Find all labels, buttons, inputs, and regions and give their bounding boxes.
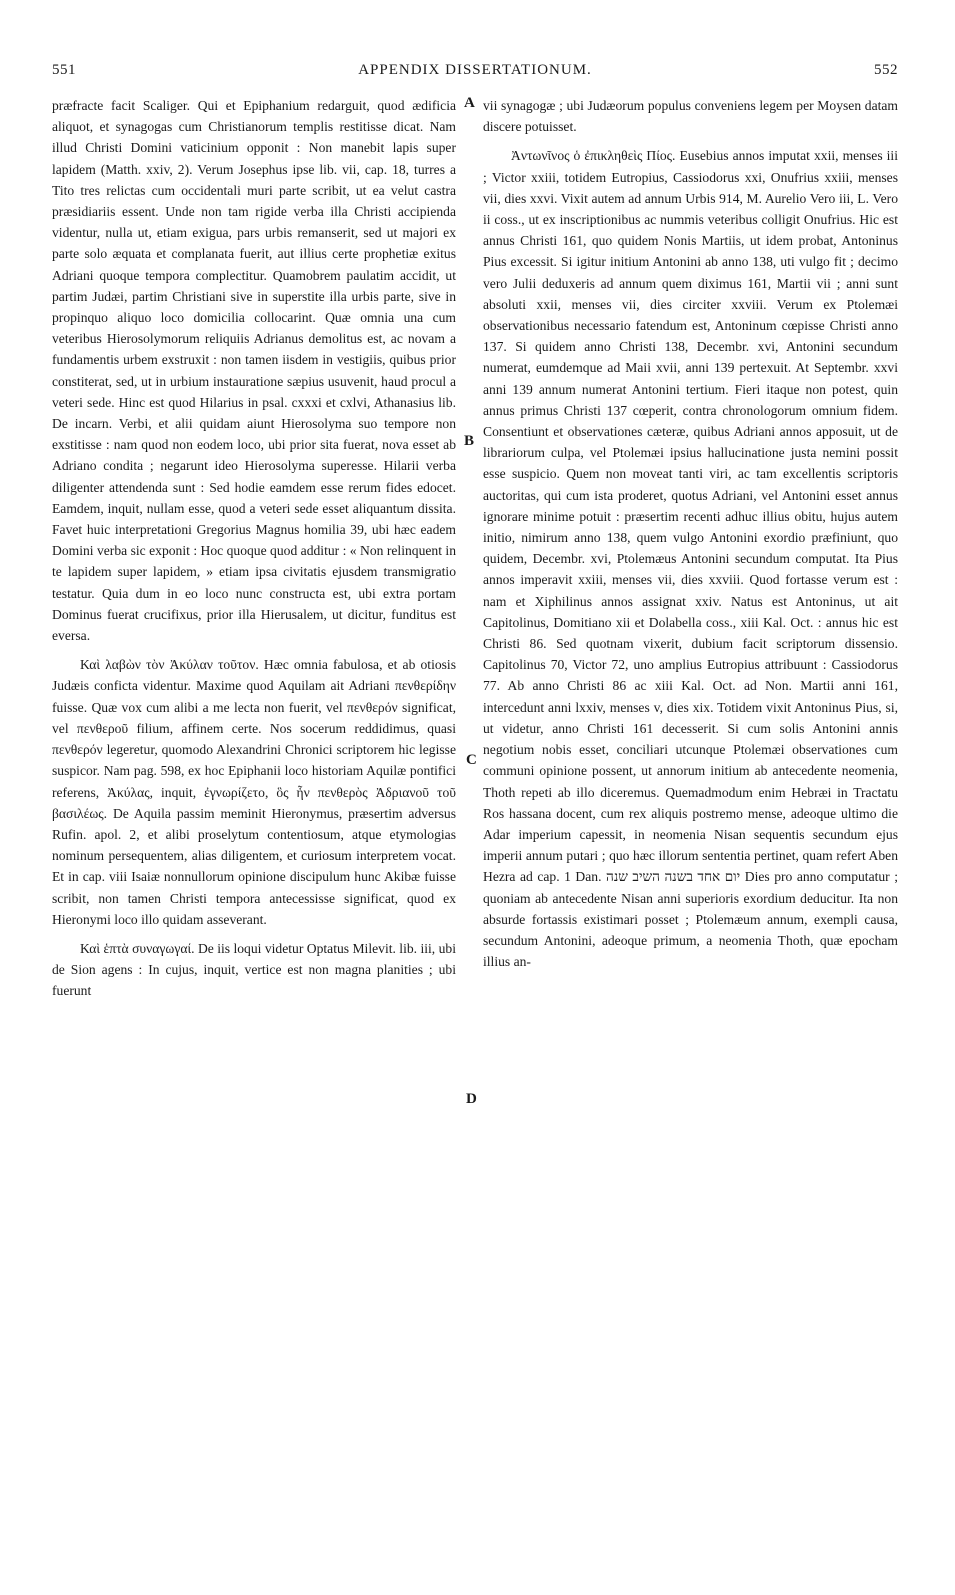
right-paragraph-1: vii synagogæ ; ubi Judæorum populus conveniens legem per Moysen datam discere potuisset. [483, 98, 898, 135]
margin-letter-c: C [466, 752, 477, 768]
running-header [52, 62, 898, 82]
page-number-right: 552 [874, 62, 898, 78]
margin-letter-d: D [466, 1091, 477, 1107]
margin-letter-a: A [464, 95, 475, 111]
left-paragraph-3: Καὶ ἑπτὰ συναγωγαί. De iis loqui videtur Optatus Milevit. lib. iii, ubi de Sion agens : In cujus, inquit, vertice est non magna planities ; ubi fuerunt [52, 940, 456, 999]
left-column [52, 95, 456, 1002]
left-paragraph-1: præfracte facit Scaliger. Qui et Epiphanium redarguit, quod ædificia aliquot, et synagogas cum Christianorum templis restitisse dicat. Nam illud Christi Domini vaticinium opponit : Non manebit lapis super lapidem (Matth. xxiv, 2). Verum Josephus ipse lib. vii, cap. 18, turres a Tito tres relictas cum occidentali muri parte scribit, ut ea velut castra præsidiariis essent. Unde non tam rigide verba illa Christi accipienda videntur, nulla ut, etiam exigua, pars urbis remanserit, sed ut majori ex parte solo æquata et complanata fuerit, aut illius certe prophetiæ exitus Adriani quoque tempora complectitur. Quamobrem paulatim accidit, ut partim Judæi, partim Christiani sive in superstite illa urbis parte, sive in propinquo aliquo loco domicilia collocarint. Quæ omnia una cum veteribus Hierosolymorum reliquiis Adrianus demolitus est, ac novam a fundamentis urbem exstruxit : non tamen iisdem in vestigiis, quibus prior constiterat, sed, ut in urbium instauratione sæpius usuvenit, haud procul a veteri sede. Hinc est quod Hilarius in psal. cxxxi et cxlvi, Athanasius lib. De incarn. Verbi, et alii quidam aiunt Hierosolyma suo tempore non exstitisse : nam quod non eodem loco, ubi prior sita fuerat, nova esset ab Adriano condita ; negarunt ideo Hierosolyma superesse. Hilarii verba diligenter attendenda sunt : Sed hodie eamdem esse rerum fides edocet. Eamdem, inquit, nullam esse, quod a veteri sede esset aliquantum dissita. Favet huic interpretationi Gregorius Magnus homilia 39, ubi hæc eadem Domini verba sic exponit : Hoc quoque quod additur : « Non relinquent in te lapidem super lapidem, » etiam ipsa civitatis ejusdem transmigratio testatur. Quia dum in eo loco nunc constructa est, ubi extra portam Dominus fuerat crucifixus, prior illa Hierusalem, ut dicitur, funditus est eversa. [52, 98, 456, 644]
right-column [483, 95, 898, 972]
left-paragraph-2: Καὶ λαβὼν τὸν Ἀκύλαν τοῦτον. Hæc omnia fabulosa, et ab otiosis Judæis conficta videntur. Maxime quod Aquilam ait Adriani πενθερίδην fuisse. Quæ vox cum alibi a me lecta non fuerit, vel πενθερόν significat, vel πενθεροῦ filium, affinem certe. Nos socerum reddidimus, quasi πενθερόν legeretur, quomodo Alexandrini Chronici scriptorem hic legisse suspicor. Nam pag. 598, ex hoc Epiphanii loco historiam Aquilæ pontifici referens, Ἀκύλας, inquit, ἐγνωρίζετο, ὃς ἦν πενθερὸς Ἀδριανοῦ τοῦ βασιλέως. De Aquila passim meminit Hieronymus, præsertim adversus Rufin. apol. 2, et alibi proselytum contentiosum, atque etymologias nominum persequentem, alias diligentem, et curiosum interpretem vocat. Et in cap. viii Isaiæ nonnullorum opinione discipulum hunc Akibæ fuisse scribit, non tamen Christi tempora antecessisse significat, quod ex Hieronymi loco illo quidam asseverant. [52, 657, 456, 927]
running-title: APPENDIX DISSERTATIONUM. [358, 62, 592, 78]
page-number-left: 551 [52, 62, 76, 78]
right-paragraph-2: Ἀντωνῖνος ὁ ἐπικληθεὶς Πίος. Eusebius annos imputat xxii, menses iii ; Victor xxiii, totidem Eutropius, Cassiodorus xxi, Onufrius xxiii, menses vii, dies xxvi. Vixit autem ad annum Urbis 914, M. Aurelio Vero iii, L. Vero ii coss., ut ex inscriptionibus ac nummis veteribus colligit Onufrius. Hic est annus Christi 161, quo quidem Nonis Martiis, ut idem probat, Antoninus Pius excessit. Si igitur initium Antonini ab anno 138, uti vulgo fit ; decimo vero Julii deduxeris ad annum quem diximus 161, Martii vii ; anni sunt absoluti xxii, menses vii, dies circiter xxviii. Verum ex Ptolemæi observationibus necessario fatendum est, Antoninum cœpisse Christi anno 137. Si quidem anno Christi 138, Decembr. xvi, Antonini secundum numerat, eumdemque ad Maii xvii, anni 139 pertexuit. At Septembr. xxvi anni 139 annum numerat Antonini tertium. Fieri itaque non potest, quin annus primus Christi 137 cœperit, contra chronologorum omnium fidem. Consentiunt et observationes cæteræ, quibus Adriani annos apposuit, ut de librariorum culpa, vel Ptolemæi ipsius hallucinatione justa nemini possit esse suspicio. Quem non moveat tanti viri, ac tam excellentis scriptoris auctoritas, qui cum ista proderet, quotus Adriani, vel Antonini esset annus ignorare minime potuit : præsertim recenti adhuc illius obitu, hujus autem initio, nimirum anno 138, quem vulgo Antonini exordio præfiniunt, quo quidem, Decembr. xvi, Ptolemæus Antonini secundum computat. Ita Pius annos imperavit xxiii, menses vii, dies xxviii. Quod fortasse verum est : nam et Xiphilinus annos assignat xxiv. Natus est Antoninus, ut ait Capitolinus, Domitiano xii et Dolabella coss., xiii Kal. Oct. : annus hic est Christi 86. Sed quotnam vixerit, dubium facit scriptorum dissensio. Capitolinus 70, Victor 72, uno amplius Eutropius attribuunt : Cassiodorus 77. Ab anno Christi 86 ac xiii Kal. Oct. ad Non. Martii anni 161, intercedunt anni lxxiv, menses v, dies xix. Totidem vixit Antoninus Pius, si, ut videtur, anno Christi 161 decesserit. Si cum solis Antonini annis negotium nobis esset, conciliari utcunque Ptolemæi observationes cum communi opinione possent, ut annorum initium ab antecedente neomenia, Thoth repeti ab illo diceremus. Quemadmodum enim Hebræi in Tractatu Ros hassana docent, cum rex aliquis postremo mense, adeoque ultimo die Adar imperium capessit, in neomenia Nisan sequentis secundum ejus imperii annum putari ; quo hæc illorum sententia pertinet, quam refert Aben Hezra ad cap. 1 Dan. יום אחד בשנה השיב שנה Dies pro anno computatur ; quoniam ab antecedente Nisan anni superioris exordium deducitur. Ita non absurde fortassis existimari posset ; Ptolemæum annum, exempli causa, secundum Antonini, adeoque primum, a neomenia Thoth, quæ epocham illius an- [483, 148, 899, 970]
margin-letter-b: B [464, 433, 475, 449]
